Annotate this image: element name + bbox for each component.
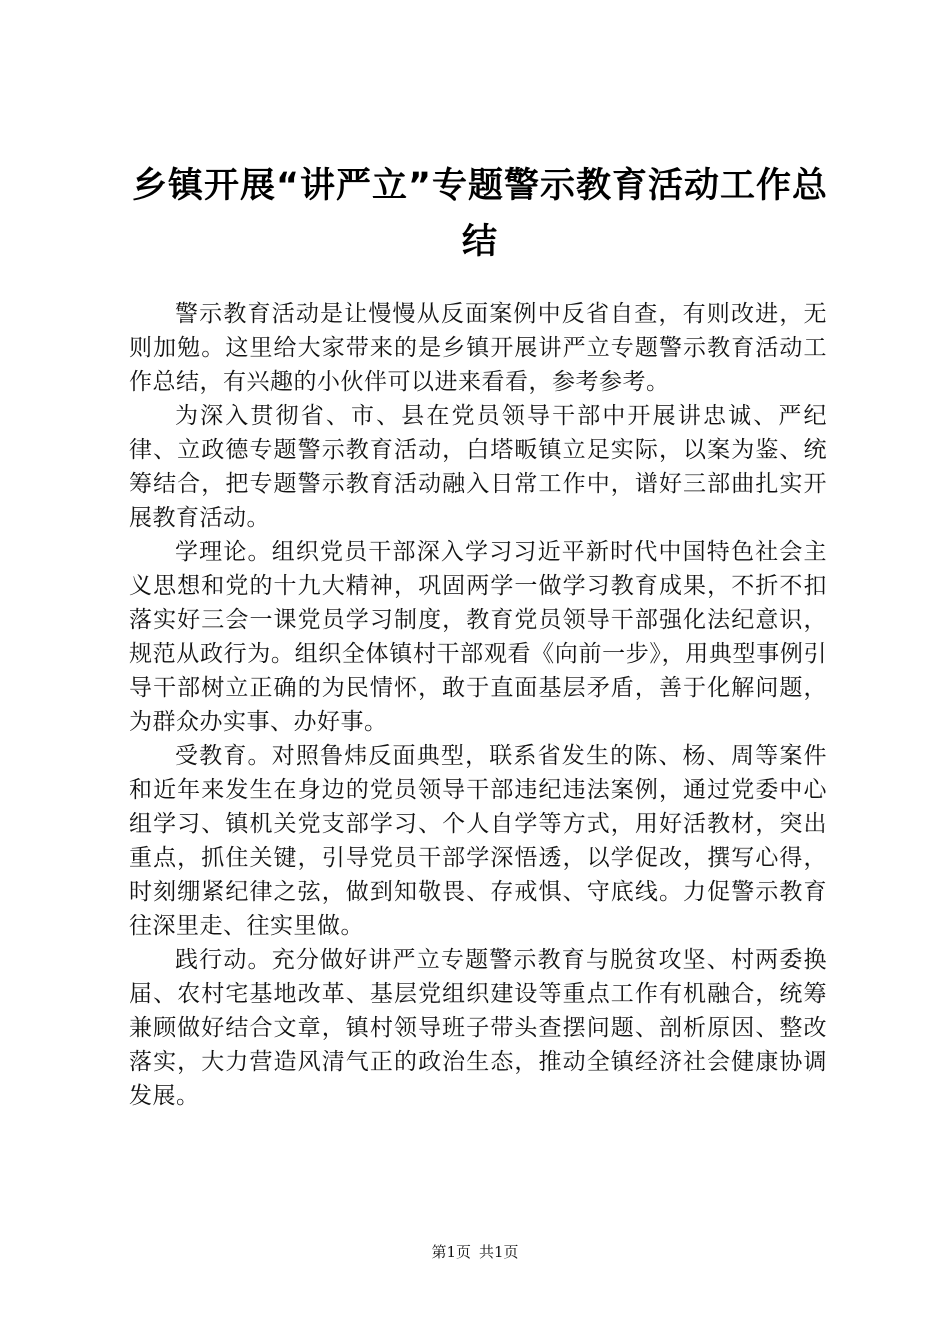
- page-number-total: 共1页: [479, 1243, 519, 1261]
- page-footer: [0, 1242, 950, 1262]
- paragraph-intro: 警示教育活动是让慢慢从反面案例中反省自查，有则改进，无则加勉。这里给大家带来的是乡镇开展讲严立专题警示教育活动工作总结，有兴趣的小伙伴可以进来看看，参考参考。: [129, 301, 827, 395]
- document-body: [129, 297, 827, 1113]
- paragraph-take-action: 践行动。充分做好讲严立专题警示教育与脱贫攻坚、村两委换届、农村宅基地改革、基层党组织建设等重点工作有机融合，统筹兼顾做好结合文章，镇村领导班子带头查摆问题、剖析原因、整改落实，大力营造风清气正的政治生态，推动全镇经济社会健康协调发展。: [129, 947, 827, 1109]
- paragraph-background: 为深入贯彻省、市、县在党员领导干部中开展讲忠诚、严纪律、立政德专题警示教育活动，白塔畈镇立足实际，以案为鉴、统筹结合，把专题警示教育活动融入日常工作中，谱好三部曲扎实开展教育活动。: [129, 403, 827, 531]
- paragraph-receive-education: 受教育。对照鲁炜反面典型，联系省发生的陈、杨、周等案件和近年来发生在身边的党员领导干部违纪违法案例，通过党委中心组学习、镇机关党支部学习、个人自学等方式，用好活教材，突出重点，抓住关键，引导党员干部学深悟透，以学促改，撰写心得，时刻绷紧纪律之弦，做到知敬畏、存戒惧、守底线。力促警示教育往深里走、往实里做。: [129, 743, 827, 939]
- document-title: 乡镇开展“讲严立”专题警示教育活动工作总结: [131, 166, 828, 262]
- page-number-current: 第1页: [431, 1243, 471, 1261]
- paragraph-study-theory: 学理论。组织党员干部深入学习习近平新时代中国特色社会主义思想和党的十九大精神，巩固两学一做学习教育成果，不折不扣落实好三会一课党员学习制度，教育党员领导干部强化法纪意识，规范从政行为。组织全体镇村干部观看《向前一步》，用典型事例引导干部树立正确的为民情怀，敢于直面基层矛盾，善于化解问题，为群众办实事、办好事。: [129, 539, 827, 735]
